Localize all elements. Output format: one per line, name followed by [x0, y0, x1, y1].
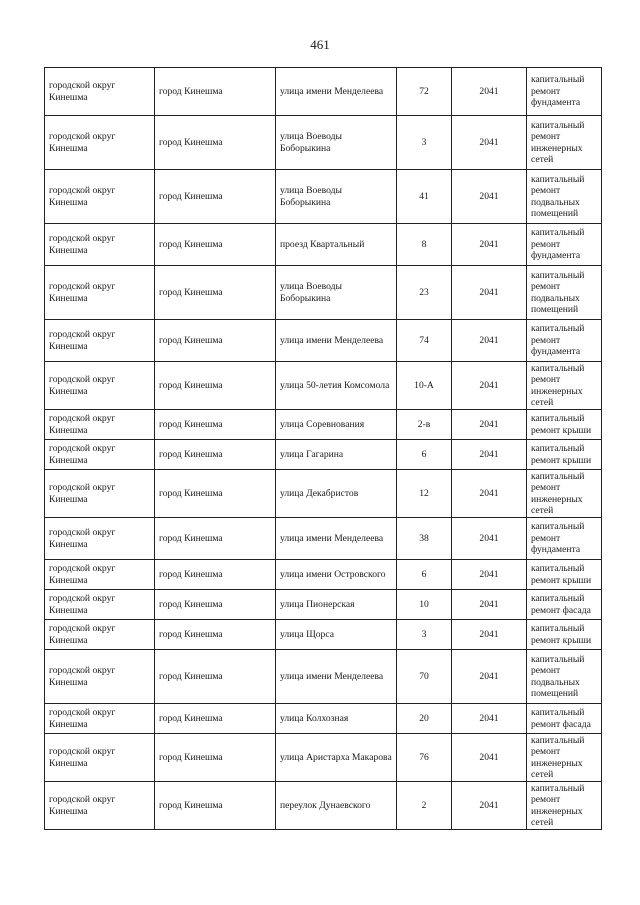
street-cell: улица 50-летия Комсомола [276, 362, 397, 410]
year-cell: 2041 [452, 470, 527, 518]
table-body [45, 68, 602, 830]
district-cell: городской округ Кинешма [45, 224, 155, 266]
work-type-cell: капитальный ремонт фундамента [527, 518, 602, 560]
district-cell: городской округ Кинешма [45, 734, 155, 782]
table-row [45, 266, 602, 320]
district-cell: городской округ Кинешма [45, 362, 155, 410]
year-cell: 2041 [452, 590, 527, 620]
house-number-cell: 74 [397, 320, 452, 362]
street-cell: улица имени Менделеева [276, 320, 397, 362]
street-cell: улица Воеводы Боборыкина [276, 170, 397, 224]
district-cell: городской округ Кинешма [45, 518, 155, 560]
city-cell: город Кинешма [155, 734, 276, 782]
district-cell: городской округ Кинешма [45, 410, 155, 440]
house-number-cell: 2-в [397, 410, 452, 440]
district-cell: городской округ Кинешма [45, 320, 155, 362]
house-number-cell: 20 [397, 704, 452, 734]
table-row [45, 68, 602, 116]
street-cell: улица имени Менделеева [276, 68, 397, 116]
city-cell: город Кинешма [155, 782, 276, 830]
table-row [45, 320, 602, 362]
work-type-cell: капитальный ремонт фундамента [527, 224, 602, 266]
house-number-cell: 72 [397, 68, 452, 116]
district-cell: городской округ Кинешма [45, 170, 155, 224]
year-cell: 2041 [452, 704, 527, 734]
street-cell: улица Гагарина [276, 440, 397, 470]
city-cell: город Кинешма [155, 704, 276, 734]
table-row [45, 650, 602, 704]
work-type-cell: капитальный ремонт крыши [527, 560, 602, 590]
work-type-cell: капитальный ремонт инженерных сетей [527, 116, 602, 170]
page-number: 461 [310, 37, 330, 52]
street-cell: улица Щорса [276, 620, 397, 650]
year-cell: 2041 [452, 734, 527, 782]
city-cell: город Кинешма [155, 320, 276, 362]
city-cell: город Кинешма [155, 518, 276, 560]
city-cell: город Кинешма [155, 470, 276, 518]
district-cell: городской округ Кинешма [45, 266, 155, 320]
district-cell: городской округ Кинешма [45, 440, 155, 470]
year-cell: 2041 [452, 650, 527, 704]
house-number-cell: 38 [397, 518, 452, 560]
table-row [45, 620, 602, 650]
year-cell: 2041 [452, 170, 527, 224]
house-number-cell: 76 [397, 734, 452, 782]
table-row [45, 440, 602, 470]
street-cell: улица Пионерская [276, 590, 397, 620]
year-cell: 2041 [452, 560, 527, 590]
table-row [45, 224, 602, 266]
district-cell: городской округ Кинешма [45, 560, 155, 590]
house-number-cell: 70 [397, 650, 452, 704]
table-row [45, 590, 602, 620]
table-row [45, 560, 602, 590]
district-cell: городской округ Кинешма [45, 68, 155, 116]
work-type-cell: капитальный ремонт крыши [527, 410, 602, 440]
year-cell: 2041 [452, 362, 527, 410]
house-number-cell: 10-А [397, 362, 452, 410]
year-cell: 2041 [452, 224, 527, 266]
district-cell: городской округ Кинешма [45, 650, 155, 704]
city-cell: город Кинешма [155, 410, 276, 440]
table-row [45, 704, 602, 734]
table-row [45, 362, 602, 410]
house-number-cell: 23 [397, 266, 452, 320]
district-cell: городской округ Кинешма [45, 782, 155, 830]
street-cell: улица Соревнования [276, 410, 397, 440]
table-row [45, 470, 602, 518]
work-type-cell: капитальный ремонт инженерных сетей [527, 470, 602, 518]
work-type-cell: капитальный ремонт инженерных сетей [527, 734, 602, 782]
table-row [45, 518, 602, 560]
street-cell: улица Декабристов [276, 470, 397, 518]
city-cell: город Кинешма [155, 362, 276, 410]
year-cell: 2041 [452, 782, 527, 830]
work-type-cell: капитальный ремонт инженерных сетей [527, 782, 602, 830]
street-cell: улица Воеводы Боборыкина [276, 266, 397, 320]
street-cell: переулок Дунаевского [276, 782, 397, 830]
district-cell: городской округ Кинешма [45, 704, 155, 734]
city-cell: город Кинешма [155, 170, 276, 224]
house-number-cell: 2 [397, 782, 452, 830]
street-cell: улица имени Менделеева [276, 518, 397, 560]
table-row [45, 734, 602, 782]
district-cell: городской округ Кинешма [45, 620, 155, 650]
table-row [45, 170, 602, 224]
city-cell: город Кинешма [155, 266, 276, 320]
street-cell: улица имени Менделеева [276, 650, 397, 704]
year-cell: 2041 [452, 410, 527, 440]
street-cell: улица имени Островского [276, 560, 397, 590]
house-number-cell: 3 [397, 116, 452, 170]
year-cell: 2041 [452, 68, 527, 116]
work-type-cell: капитальный ремонт фундамента [527, 320, 602, 362]
house-number-cell: 12 [397, 470, 452, 518]
city-cell: город Кинешма [155, 224, 276, 266]
city-cell: город Кинешма [155, 560, 276, 590]
house-number-cell: 3 [397, 620, 452, 650]
district-cell: городской округ Кинешма [45, 470, 155, 518]
city-cell: город Кинешма [155, 116, 276, 170]
work-type-cell: капитальный ремонт подвальных помещений [527, 170, 602, 224]
work-type-cell: капитальный ремонт фасада [527, 704, 602, 734]
year-cell: 2041 [452, 440, 527, 470]
work-type-cell: капитальный ремонт крыши [527, 440, 602, 470]
street-cell: проезд Квартальный [276, 224, 397, 266]
street-cell: улица Воеводы Боборыкина [276, 116, 397, 170]
city-cell: город Кинешма [155, 440, 276, 470]
year-cell: 2041 [452, 518, 527, 560]
repair-schedule-table [44, 67, 602, 830]
work-type-cell: капитальный ремонт фасада [527, 590, 602, 620]
year-cell: 2041 [452, 320, 527, 362]
house-number-cell: 41 [397, 170, 452, 224]
city-cell: город Кинешма [155, 590, 276, 620]
work-type-cell: капитальный ремонт подвальных помещений [527, 650, 602, 704]
work-type-cell: капитальный ремонт инженерных сетей [527, 362, 602, 410]
city-cell: город Кинешма [155, 68, 276, 116]
house-number-cell: 6 [397, 440, 452, 470]
work-type-cell: капитальный ремонт крыши [527, 620, 602, 650]
house-number-cell: 10 [397, 590, 452, 620]
house-number-cell: 6 [397, 560, 452, 590]
table-row [45, 410, 602, 440]
table-row [45, 116, 602, 170]
house-number-cell: 8 [397, 224, 452, 266]
city-cell: город Кинешма [155, 650, 276, 704]
street-cell: улица Колхозная [276, 704, 397, 734]
year-cell: 2041 [452, 620, 527, 650]
work-type-cell: капитальный ремонт подвальных помещений [527, 266, 602, 320]
year-cell: 2041 [452, 266, 527, 320]
city-cell: город Кинешма [155, 620, 276, 650]
year-cell: 2041 [452, 116, 527, 170]
district-cell: городской округ Кинешма [45, 116, 155, 170]
table-row [45, 782, 602, 830]
street-cell: улица Аристарха Макарова [276, 734, 397, 782]
work-type-cell: капитальный ремонт фундамента [527, 68, 602, 116]
district-cell: городской округ Кинешма [45, 590, 155, 620]
